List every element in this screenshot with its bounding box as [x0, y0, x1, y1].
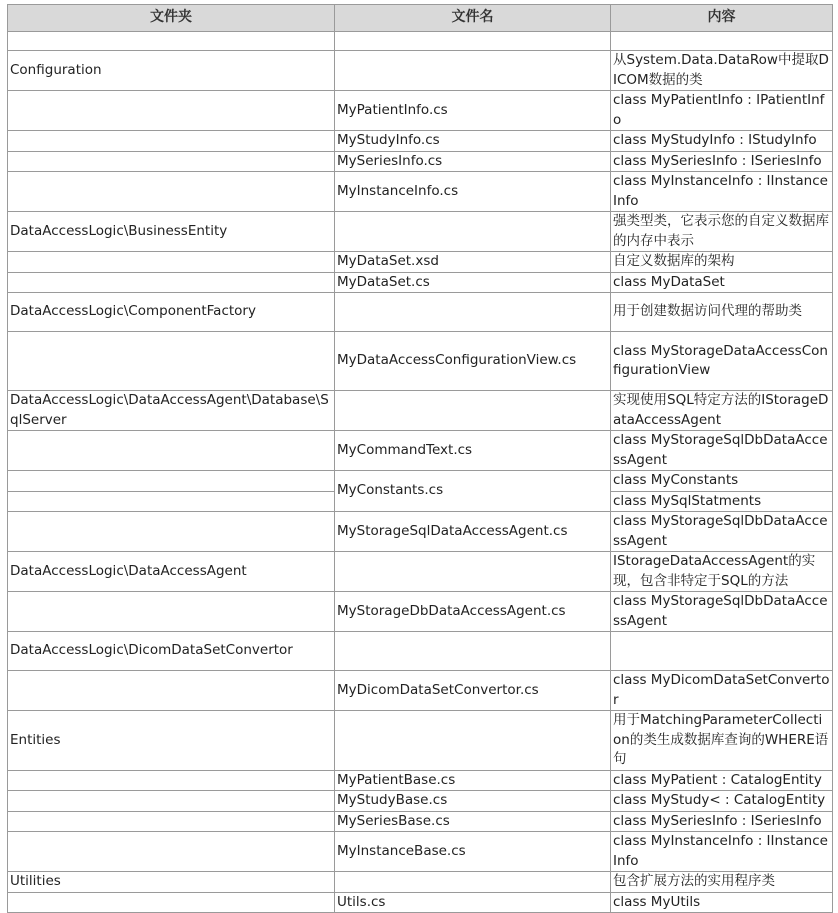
table-row — [8, 32, 833, 51]
table-row — [8, 552, 833, 592]
folder-cell — [8, 791, 335, 812]
content-cell — [611, 632, 833, 671]
folder-cell — [8, 172, 335, 212]
filename-cell: MyInstanceInfo.cs — [335, 172, 611, 212]
table-row — [8, 872, 833, 893]
content-cell: class MySqlStatments — [611, 491, 833, 512]
content-cell: class MyConstants — [611, 471, 833, 492]
table-row — [8, 592, 833, 632]
filename-cell: MyStudyBase.cs — [335, 791, 611, 812]
content-cell: class MyPatient : CatalogEntity — [611, 770, 833, 791]
filename-cell: MyInstanceBase.cs — [335, 832, 611, 872]
folder-cell — [8, 131, 335, 152]
folder-cell: Entities — [8, 711, 335, 771]
folder-cell — [8, 431, 335, 471]
folder-cell: DataAccessLogic\ComponentFactory — [8, 293, 335, 332]
table-row — [8, 832, 833, 872]
filename-cell: MyPatientInfo.cs — [335, 91, 611, 131]
folder-cell — [8, 892, 335, 913]
content-cell: class MyStudy< : CatalogEntity — [611, 791, 833, 812]
content-cell: class MySeriesInfo : ISeriesInfo — [611, 811, 833, 832]
folder-cell: DataAccessLogic\DataAccessAgent — [8, 552, 335, 592]
header-content: 内容 — [611, 5, 833, 32]
table-row — [8, 512, 833, 552]
content-cell — [611, 32, 833, 51]
content-cell: class MyInstanceInfo : IInstanceInfo — [611, 832, 833, 872]
filename-cell: MySeriesBase.cs — [335, 811, 611, 832]
folder-cell: DataAccessLogic\DicomDataSetConvertor — [8, 632, 335, 671]
file-table — [7, 4, 833, 913]
table-row — [8, 711, 833, 771]
filename-cell: MySeriesInfo.cs — [335, 151, 611, 172]
filename-cell: MyConstants.cs — [335, 471, 611, 512]
content-cell: class MyStorageSqlDbDataAccessAgent — [611, 512, 833, 552]
content-cell: class MyDicomDataSetConvertor — [611, 671, 833, 711]
filename-cell — [335, 632, 611, 671]
table-row — [8, 131, 833, 152]
folder-cell — [8, 592, 335, 632]
header-folder: 文件夹 — [8, 5, 335, 32]
folder-cell — [8, 512, 335, 552]
folder-cell: DataAccessLogic\DataAccessAgent\Database\SqlServer — [8, 391, 335, 431]
content-cell: class MyStorageDataAccessConfigurationView — [611, 332, 833, 391]
content-cell: 从System.Data.DataRow中提取DICOM数据的类 — [611, 51, 833, 91]
content-cell: class MyStorageSqlDbDataAccessAgent — [611, 592, 833, 632]
folder-cell — [8, 491, 335, 512]
table-body — [8, 32, 833, 913]
table-row — [8, 332, 833, 391]
table-row — [8, 293, 833, 332]
filename-cell: MyDicomDataSetConvertor.cs — [335, 671, 611, 711]
folder-cell — [8, 671, 335, 711]
table-row — [8, 791, 833, 812]
content-cell: 包含扩展方法的实用程序类 — [611, 872, 833, 893]
filename-cell: MyStorageDbDataAccessAgent.cs — [335, 592, 611, 632]
content-cell: class MyDataSet — [611, 272, 833, 293]
filename-cell: Utils.cs — [335, 892, 611, 913]
table-row — [8, 471, 833, 492]
filename-cell — [335, 872, 611, 893]
content-cell: class MyStorageSqlDbDataAccessAgent — [611, 431, 833, 471]
table-row — [8, 892, 833, 913]
content-cell: 用于MatchingParameterCollection的类生成数据库查询的WHERE语句 — [611, 711, 833, 771]
filename-cell — [335, 51, 611, 91]
table-header — [8, 5, 833, 32]
content-cell: class MyStudyInfo : IStudyInfo — [611, 131, 833, 152]
table-row — [8, 770, 833, 791]
folder-cell — [8, 151, 335, 172]
table-row — [8, 212, 833, 252]
table-row — [8, 671, 833, 711]
folder-cell: DataAccessLogic\BusinessEntity — [8, 212, 335, 252]
content-cell: class MyPatientInfo : IPatientInfo — [611, 91, 833, 131]
folder-cell — [8, 471, 335, 492]
table-row — [8, 151, 833, 172]
filename-cell — [335, 391, 611, 431]
table-row — [8, 811, 833, 832]
folder-cell — [8, 32, 335, 51]
filename-cell — [335, 293, 611, 332]
folder-cell — [8, 91, 335, 131]
filename-cell — [335, 212, 611, 252]
table-row — [8, 91, 833, 131]
content-cell: class MyUtils — [611, 892, 833, 913]
folder-cell: Utilities — [8, 872, 335, 893]
content-cell: IStorageDataAccessAgent的实现，包含非特定于SQL的方法 — [611, 552, 833, 592]
filename-cell: MyCommandText.cs — [335, 431, 611, 471]
filename-cell: MyDataSet.xsd — [335, 252, 611, 273]
content-cell: 实现使用SQL特定方法的IStorageDataAccessAgent — [611, 391, 833, 431]
table-row — [8, 51, 833, 91]
folder-cell: Configuration — [8, 51, 335, 91]
folder-cell — [8, 770, 335, 791]
folder-cell — [8, 832, 335, 872]
filename-cell: MyPatientBase.cs — [335, 770, 611, 791]
folder-cell — [8, 811, 335, 832]
table-row — [8, 272, 833, 293]
content-cell: class MyInstanceInfo : IInstanceInfo — [611, 172, 833, 212]
filename-cell: MyStudyInfo.cs — [335, 131, 611, 152]
filename-cell — [335, 32, 611, 51]
header-row — [8, 5, 833, 32]
filename-cell: MyStorageSqlDataAccessAgent.cs — [335, 512, 611, 552]
table-row — [8, 391, 833, 431]
content-cell: 强类型类，它表示您的自定义数据库的内存中表示 — [611, 212, 833, 252]
table-row — [8, 252, 833, 273]
folder-cell — [8, 332, 335, 391]
filename-cell — [335, 711, 611, 771]
filename-cell — [335, 552, 611, 592]
folder-cell — [8, 252, 335, 273]
filename-cell: MyDataAccessConfigurationView.cs — [335, 332, 611, 391]
content-cell: class MySeriesInfo : ISeriesInfo — [611, 151, 833, 172]
table-row — [8, 632, 833, 671]
table-row — [8, 172, 833, 212]
folder-cell — [8, 272, 335, 293]
table-row — [8, 431, 833, 471]
content-cell: 用于创建数据访问代理的帮助类 — [611, 293, 833, 332]
content-cell: 自定义数据库的架构 — [611, 252, 833, 273]
header-filename: 文件名 — [335, 5, 611, 32]
filename-cell: MyDataSet.cs — [335, 272, 611, 293]
